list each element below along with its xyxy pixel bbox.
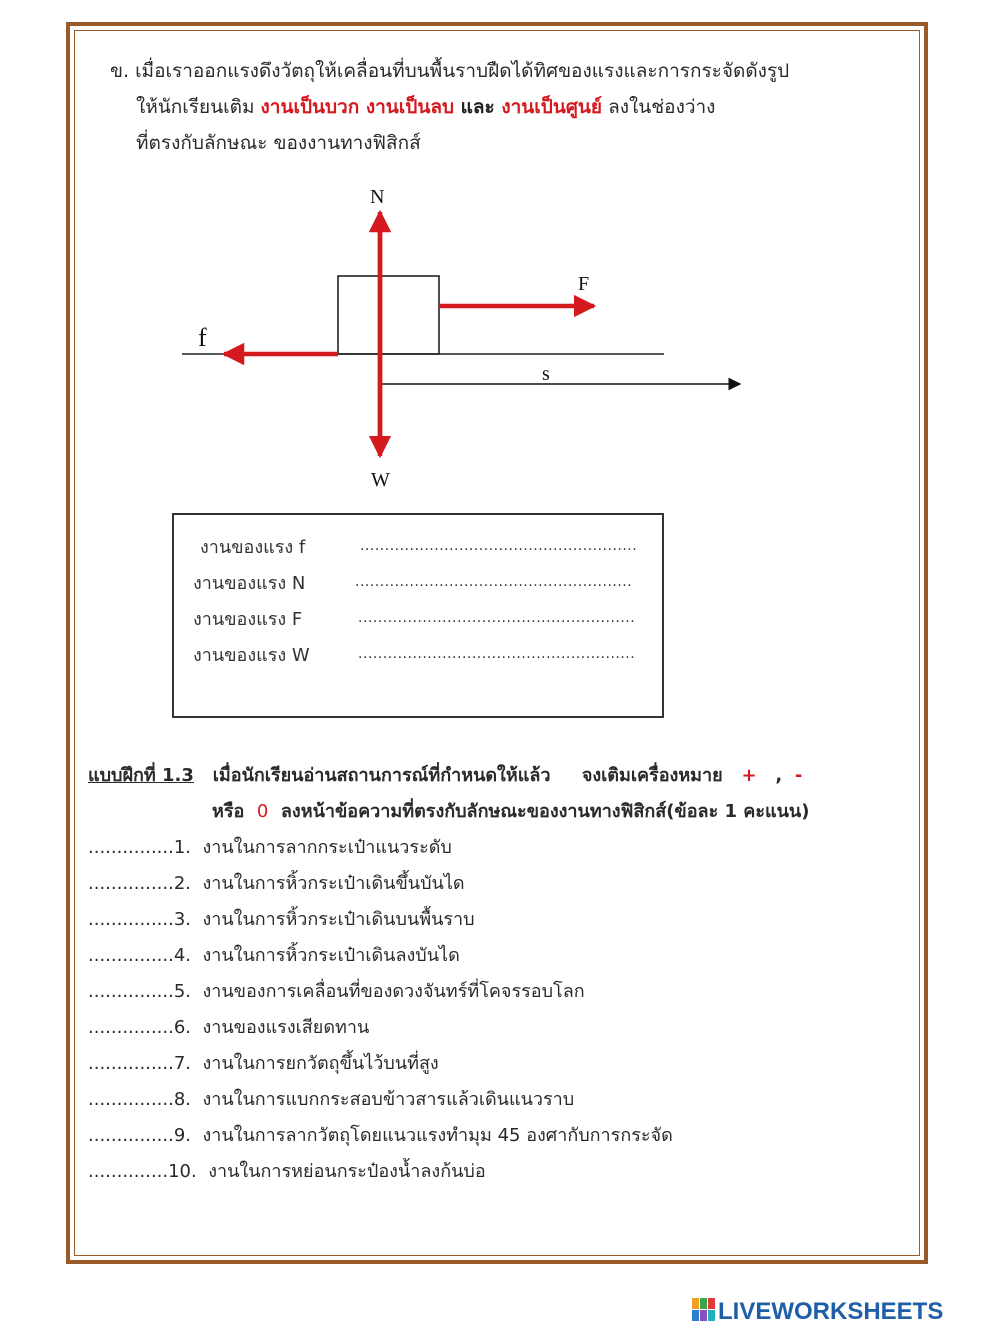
exercise-heading-2 bbox=[212, 796, 809, 825]
item-number: 4. bbox=[173, 945, 192, 966]
item-text: งานในการหิ้วกระเป๋าเดินบนพื้นราบ bbox=[202, 909, 475, 930]
answer-blank-W[interactable]: ........................................................ bbox=[358, 646, 636, 662]
intro-and: และ bbox=[454, 96, 502, 118]
item-blank[interactable]: ............... bbox=[88, 873, 174, 894]
answer-label-f: งานของแรง f bbox=[200, 537, 306, 558]
intro-line-2-pre: ให้นักเรียนเติม bbox=[136, 96, 261, 118]
intro-line-1: ข. เมื่อเราออกแรงดึงวัตถุให้เคลื่อนที่บนพื้นราบฝืดได้ทิศของแรงและการกระจัดดังรูป bbox=[110, 60, 790, 82]
intro-line-2-post: ลงในช่องว่าง bbox=[602, 96, 716, 118]
item-text: งานในการหย่อนกระป๋องน้ำลงก้นบ่อ bbox=[208, 1161, 486, 1182]
list-item bbox=[88, 940, 460, 969]
label-W: W bbox=[371, 469, 390, 491]
item-number: 6. bbox=[173, 1017, 192, 1038]
liveworksheets-logo-text: LIVEWORKSHEETS bbox=[718, 1298, 944, 1325]
item-blank[interactable]: ............... bbox=[88, 837, 174, 858]
item-number: 9. bbox=[173, 1125, 192, 1146]
item-number: 5. bbox=[173, 981, 192, 1002]
exercise-heading bbox=[88, 760, 802, 789]
list-item bbox=[88, 1012, 369, 1041]
minus-sign: - bbox=[794, 765, 803, 786]
list-item bbox=[88, 868, 465, 897]
item-number: 7. bbox=[173, 1053, 192, 1074]
label-f: f bbox=[198, 323, 207, 352]
exercise-instruction-2: จงเติมเครื่องหมาย bbox=[581, 765, 723, 786]
block bbox=[338, 276, 439, 354]
comma-sep: , bbox=[775, 765, 783, 786]
item-text: งานของการเคลื่อนที่ของดวงจันทร์ที่โคจรรอบโลก bbox=[202, 981, 585, 1002]
exercise-title: แบบฝึกที่ 1.3 bbox=[88, 765, 194, 786]
force-diagram bbox=[0, 0, 1000, 510]
exercise-or: หรือ bbox=[212, 801, 245, 822]
answer-blank-N[interactable]: ........................................................ bbox=[355, 574, 633, 590]
item-number: 1. bbox=[173, 837, 192, 858]
intro-zero-work: งานเป็นศูนย์ bbox=[501, 96, 603, 118]
exercise-instruction-1: เมื่อนักเรียนอ่านสถานการณ์ที่กำหนดให้แล้ว bbox=[212, 765, 551, 786]
item-text: งานในการหิ้วกระเป๋าเดินลงบันได bbox=[202, 945, 460, 966]
intro-positive-negative: งานเป็นบวก งานเป็นลบ bbox=[260, 96, 455, 118]
plus-sign: + bbox=[741, 765, 757, 786]
answer-label-F: งานของแรง F bbox=[193, 609, 303, 630]
list-item bbox=[88, 904, 475, 933]
exercise-instruction-3: ลงหน้าข้อความที่ตรงกับลักษณะของงานทางฟิสิกส์(ข้อละ 1 คะแนน) bbox=[280, 801, 810, 822]
liveworksheets-logo-icon bbox=[692, 1298, 716, 1322]
item-blank[interactable]: ............... bbox=[88, 981, 174, 1002]
list-item bbox=[88, 1156, 486, 1185]
item-text: งานในการแบกกระสอบข้าวสารแล้วเดินแนวราบ bbox=[202, 1089, 575, 1110]
item-blank[interactable]: .............. bbox=[88, 1161, 169, 1182]
label-s: s bbox=[542, 363, 550, 385]
item-blank[interactable]: ............... bbox=[88, 945, 174, 966]
item-blank[interactable]: ............... bbox=[88, 1089, 174, 1110]
list-item bbox=[88, 1084, 574, 1113]
answer-label-N: งานของแรง N bbox=[193, 573, 306, 594]
list-item bbox=[88, 976, 585, 1005]
item-blank[interactable]: ............... bbox=[88, 909, 174, 930]
item-blank[interactable]: ............... bbox=[88, 1017, 174, 1038]
answer-blank-f[interactable]: ........................................................ bbox=[360, 538, 638, 554]
list-item bbox=[88, 1048, 439, 1077]
item-number: 3. bbox=[173, 909, 192, 930]
answer-blank-F[interactable]: ........................................................ bbox=[358, 610, 636, 626]
zero-sign: 0 bbox=[256, 801, 269, 822]
liveworksheets-logo[interactable] bbox=[692, 1298, 943, 1326]
intro-line-3: ที่ตรงกับลักษณะ ของงานทางฟิสิกส์ bbox=[136, 132, 421, 154]
item-text: งานในการยกวัตถุขึ้นไว้บนที่สูง bbox=[202, 1053, 439, 1074]
item-blank[interactable]: ............... bbox=[88, 1053, 174, 1074]
item-text: งานในการลากวัตถุโดยแนวแรงทำมุม 45 องศากับการกระจัด bbox=[202, 1125, 673, 1146]
item-text: งานในการลากกระเป๋าแนวระดับ bbox=[202, 837, 452, 858]
list-item bbox=[88, 1120, 673, 1149]
item-text: งานของแรงเสียดทาน bbox=[202, 1017, 370, 1038]
item-text: งานในการหิ้วกระเป๋าเดินขึ้นบันได bbox=[202, 873, 465, 894]
item-blank[interactable]: ............... bbox=[88, 1125, 174, 1146]
item-number: 10. bbox=[168, 1161, 197, 1182]
label-F: F bbox=[578, 273, 590, 295]
label-N: N bbox=[370, 186, 385, 208]
item-number: 8. bbox=[173, 1089, 192, 1110]
list-item bbox=[88, 832, 452, 861]
answer-label-W: งานของแรง W bbox=[193, 645, 310, 666]
item-number: 2. bbox=[173, 873, 192, 894]
